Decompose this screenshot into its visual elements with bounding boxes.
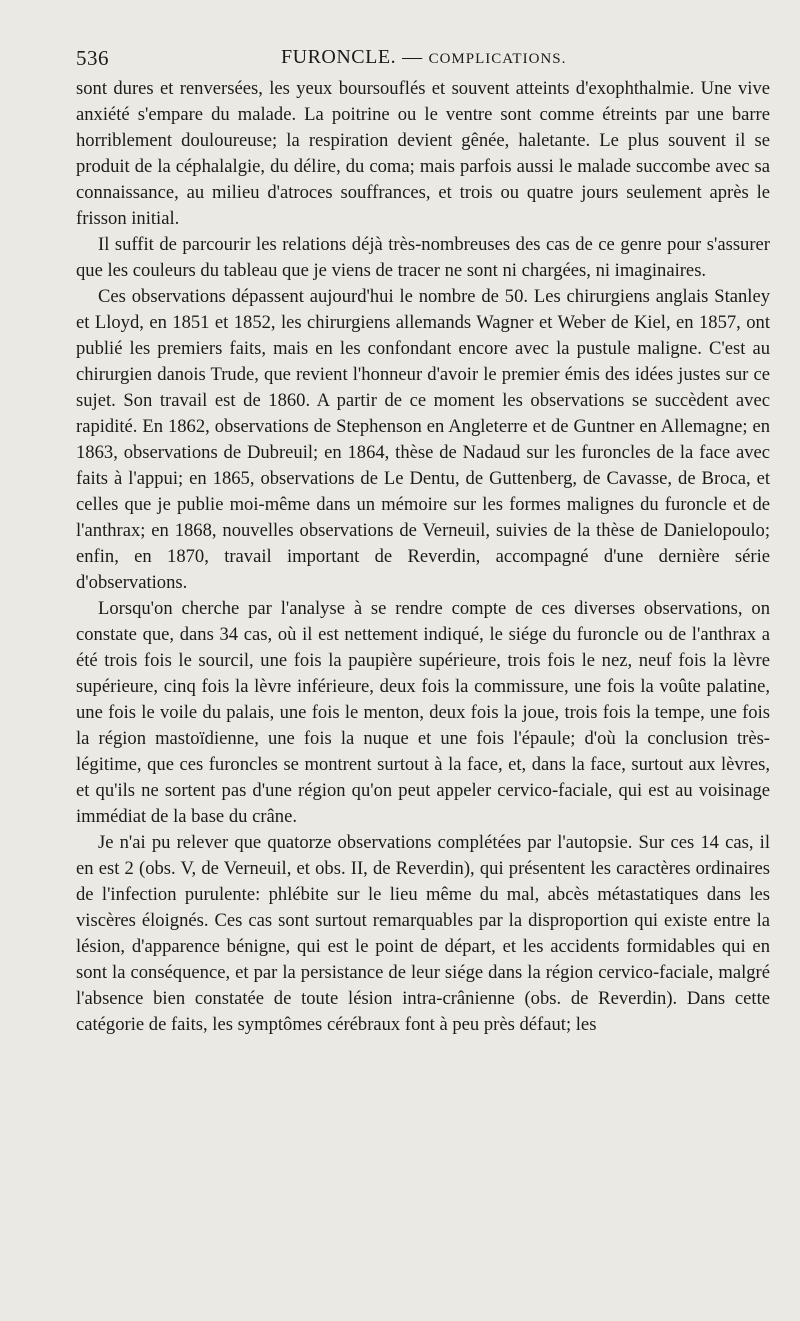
paragraph-continued: sont dures et renversées, les yeux boursouflés et souvent atteints d'exophthalmie. Une vive anxiété s'empare du malade. La poitrine ou le ventre sont comme étreints par une barre horriblement douloureuse; la respiration devient gênée, haletante. Le plus souvent il se produit de la céphalalgie, du délire, du coma; mais parfois aussi le malade succombe avec sa connaissance, au milieu d'atroces souffrances, et trois ou quatre jours seulement après le frisson initial.: [76, 78, 770, 229]
paragraph: Je n'ai pu relever que quatorze observations complétées par l'autopsie. Sur ces 14 cas, il en est 2 (obs. V, de Verneuil, et obs. II, de Reverdin), qui présentent les caractères ordinaires de l'infection purulente: phlébite sur le lieu même du mal, abcès métastatiques dans les viscères éloignés. Ces cas sont surtout remarquables par la disproportion qui existe entre la lésion, d'apparence bénigne, qui est le point de départ, et les accidents formidables qui en sont la conséquence, et par la persistance de leur siége dans la région cervico-faciale, malgré l'absence bien constatée de toute lésion intra-crânienne (obs. de Reverdin). Dans cette catégorie de faits, les symptômes cérébraux font à peu près défaut; les: [76, 832, 770, 1035]
header-subtitle: COMPLICATIONS.: [428, 51, 567, 67]
paragraph: Lorsqu'on cherche par l'analyse à se rendre compte de ces diverses observations, on constate que, dans 34 cas, où il est nettement indiqué, le siége du furoncle ou de l'anthrax a été trois fois le sourcil, une fois la paupière supérieure, trois fois le nez, neuf fois la lèvre supérieure, cinq fois la lèvre inférieure, deux fois la commissure, une fois la voûte palatine, une fois le voile du palais, une fois le menton, deux fois la joue, trois fois la tempe, une fois la région mastoïdienne, une fois la nuque et une fois l'épaule; d'où la conclusion très-légitime, que ces furoncles se montrent surtout à la face, et, dans la face, surtout aux lèvres, et qu'ils ne sortent pas d'une région qu'on peut appeler cervico-faciale, qui est au voisinage immédiat de la base du crâne.: [76, 598, 770, 827]
running-header: [76, 40, 770, 76]
header-title: FURONCLE.: [281, 46, 397, 68]
paragraph: Il suffit de parcourir les relations déjà très-nombreuses des cas de ce genre pour s'assurer que les couleurs du tableau que je viens de tracer ne sont ni chargées, ni imaginaires.: [76, 234, 770, 281]
paragraph: Ces observations dépassent aujourd'hui le nombre de 50. Les chirurgiens anglais Stanley et Lloyd, en 1851 et 1852, les chirurgiens allemands Wagner et Weber de Kiel, en 1857, ont publié les premiers faits, mais en les confondant encore avec la pustule maligne. C'est au chirurgien danois Trude, que revient l'honneur d'avoir le premier émis des idées justes sur ce sujet. Son travail est de 1860. A partir de ce moment les observations se succèdent avec rapidité. En 1862, observations de Stephenson en Angleterre et de Guntner en Allemagne; en 1863, observations de Dubreuil; en 1864, thèse de Nadaud sur les furoncles de la face avec faits à l'appui; en 1865, observations de Le Dentu, de Guttenberg, de Cavasse, de Broca, et celles que je publie moi-même dans un mémoire sur les formes malignes du furoncle et de l'anthrax; en 1868, nouvelles observations de Verneuil, suivies de la thèse de Danielopoulo; enfin, en 1870, travail important de Reverdin, accompagné d'une dernière série d'observations.: [76, 286, 770, 593]
body-text: [76, 76, 770, 1038]
page-number: 536: [76, 46, 109, 70]
header-dash: —: [402, 46, 423, 68]
running-title: [281, 46, 566, 69]
